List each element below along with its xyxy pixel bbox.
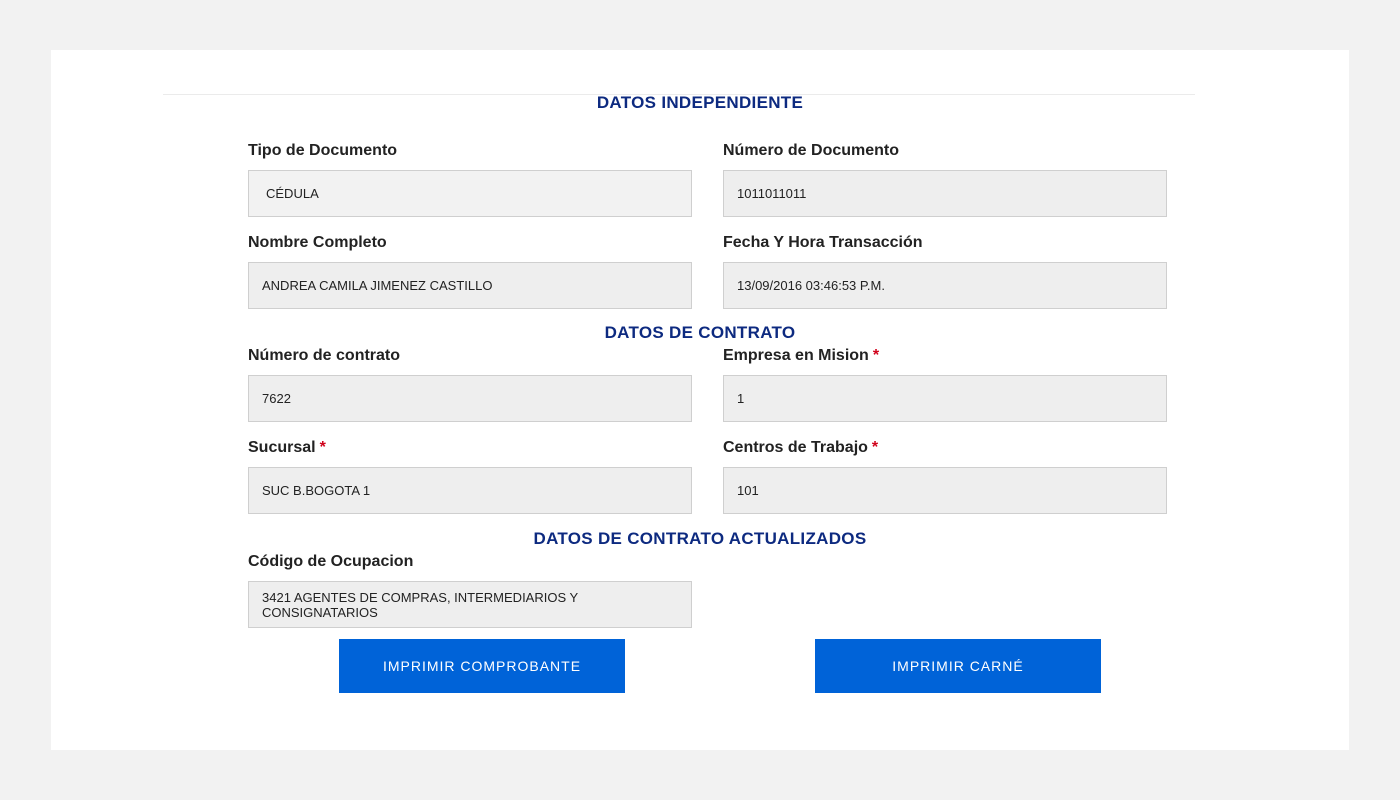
centros-trabajo-input[interactable]: 101 bbox=[723, 467, 1167, 514]
imprimir-comprobante-button[interactable]: IMPRIMIR COMPROBANTE bbox=[339, 639, 625, 693]
fecha-hora-input[interactable]: 13/09/2016 03:46:53 P.M. bbox=[723, 262, 1167, 309]
empresa-mision-label bbox=[723, 347, 1167, 365]
centros-trabajo-label bbox=[723, 439, 1167, 457]
codigo-ocupacion-input[interactable]: 3421 AGENTES DE COMPRAS, INTERMEDIARIOS Y CONSIGNATARIOS bbox=[248, 581, 692, 628]
field-centros-trabajo bbox=[723, 439, 1167, 514]
imprimir-carne-button[interactable]: IMPRIMIR CARNÉ bbox=[815, 639, 1101, 693]
form-card bbox=[51, 50, 1349, 750]
sucursal-label bbox=[248, 439, 692, 457]
empresa-mision-input[interactable]: 1 bbox=[723, 375, 1167, 422]
field-codigo-ocupacion bbox=[248, 553, 692, 628]
empresa-mision-label-text: Empresa en Mision bbox=[723, 347, 869, 364]
centros-trabajo-label-text: Centros de Trabajo bbox=[723, 439, 868, 456]
required-mark: * bbox=[872, 347, 880, 364]
field-nombre-completo bbox=[248, 234, 692, 309]
sucursal-input[interactable]: SUC B.BOGOTA 1 bbox=[248, 467, 692, 514]
field-sucursal bbox=[248, 439, 692, 514]
tipo-documento-select[interactable]: CÉDULA bbox=[248, 170, 692, 217]
numero-contrato-label: Número de contrato bbox=[248, 347, 401, 364]
field-empresa-mision bbox=[723, 347, 1167, 422]
numero-contrato-input[interactable]: 7622 bbox=[248, 375, 692, 422]
required-mark: * bbox=[871, 439, 879, 456]
numero-documento-label: Número de Documento bbox=[723, 142, 900, 159]
section-title-contrato: DATOS DE CONTRATO bbox=[604, 323, 796, 342]
section-title-independiente: DATOS INDEPENDIENTE bbox=[596, 93, 804, 112]
tipo-documento-label: Tipo de Documento bbox=[248, 142, 398, 159]
numero-documento-input[interactable]: 1011011011 bbox=[723, 170, 1167, 217]
codigo-ocupacion-label: Código de Ocupacion bbox=[248, 553, 414, 570]
fecha-hora-label: Fecha Y Hora Transacción bbox=[723, 234, 923, 251]
section-title-actualizados: DATOS DE CONTRATO ACTUALIZADOS bbox=[533, 529, 867, 548]
field-tipo-documento bbox=[248, 142, 692, 217]
sucursal-label-text: Sucursal bbox=[248, 439, 316, 456]
field-numero-documento bbox=[723, 142, 1167, 217]
required-mark: * bbox=[319, 439, 326, 456]
field-fecha-hora bbox=[723, 234, 1167, 309]
field-numero-contrato bbox=[248, 347, 692, 422]
nombre-completo-label: Nombre Completo bbox=[248, 234, 387, 251]
nombre-completo-input[interactable]: ANDREA CAMILA JIMENEZ CASTILLO bbox=[248, 262, 692, 309]
